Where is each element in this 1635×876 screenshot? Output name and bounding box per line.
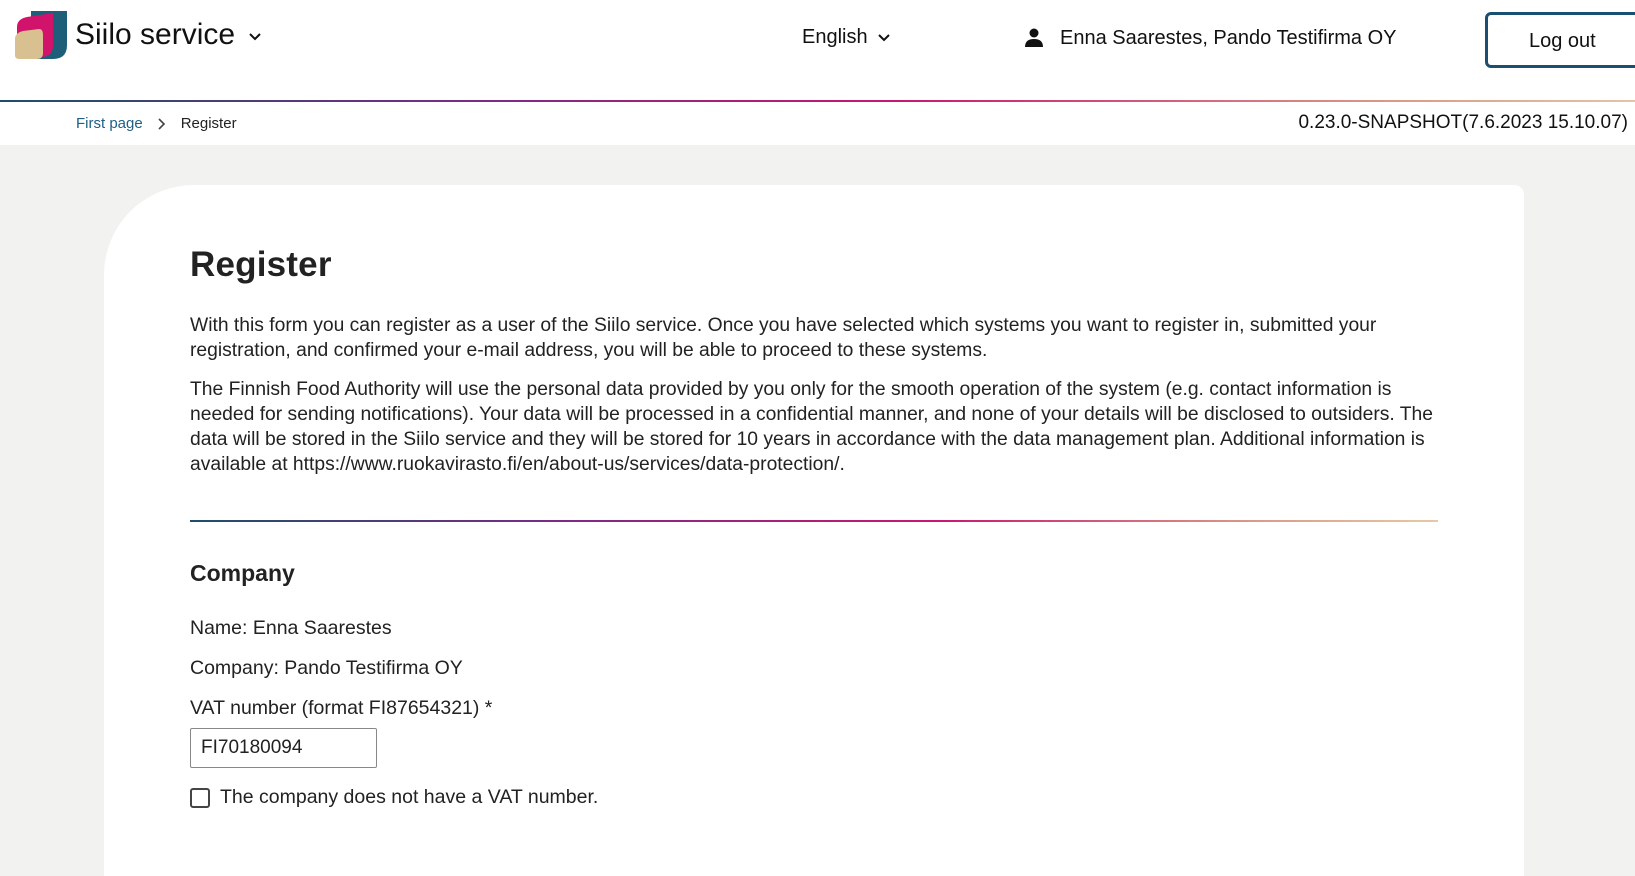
breadcrumb-current: Register (180, 115, 237, 132)
no-vat-label: The company does not have a VAT number. (220, 786, 599, 808)
vat-label: VAT number (format FI87654321) * (190, 697, 493, 719)
intro-text: With this form you can register as a user of the Siilo service. Once you have selected which systems you want to register in, submitted your registration, and confirmed your e-mail address, you will be able to proceed to these systems. (190, 315, 1377, 361)
breadcrumb-bar (0, 102, 1635, 145)
company-line: Company: Pando Testifirma OY (190, 657, 463, 679)
logout-button[interactable]: Log out (1485, 12, 1635, 68)
no-vat-row[interactable] (190, 786, 1440, 809)
top-header (0, 0, 1635, 100)
language-label: English (802, 26, 868, 48)
section-divider (190, 520, 1438, 522)
vat-number-input[interactable] (190, 728, 377, 768)
app-title-menu[interactable] (75, 18, 263, 52)
chevron-down-icon (876, 30, 892, 46)
language-selector[interactable] (802, 26, 892, 49)
version-label: 0.23.0-SNAPSHOT(7.6.2023 15.10.07) (1298, 112, 1628, 133)
siilo-logo[interactable] (13, 9, 68, 61)
breadcrumb-first-page-link[interactable]: First page (76, 115, 143, 132)
breadcrumb (76, 115, 237, 132)
privacy-text: The Finnish Food Authority will use the personal data provided by you only for the smooth operation of the system (e.g. contact information is needed for sending notifications). Your data will be processed in a confidential manner, and none of your details will be disclosed to outsiders. The data will be stored in the Siilo service and they will be stored for 10 years in accordance with the data management plan. Additional information is available at https://www.ruokavirasto.fi/en/about-us/services/data-protection/. (190, 379, 1433, 475)
chevron-right-icon (157, 118, 167, 130)
register-content (190, 245, 1440, 809)
no-vat-checkbox[interactable] (190, 788, 210, 808)
name-line: Name: Enna Saarestes (190, 617, 392, 639)
app-title: Siilo service (75, 18, 236, 51)
page-title: Register (190, 245, 332, 284)
chevron-down-icon (247, 29, 263, 45)
user-info (1022, 26, 1396, 50)
register-card (104, 185, 1524, 876)
user-name: Enna Saarestes, Pando Testifirma OY (1060, 26, 1397, 49)
company-heading: Company (190, 560, 295, 586)
user-icon (1022, 26, 1046, 50)
